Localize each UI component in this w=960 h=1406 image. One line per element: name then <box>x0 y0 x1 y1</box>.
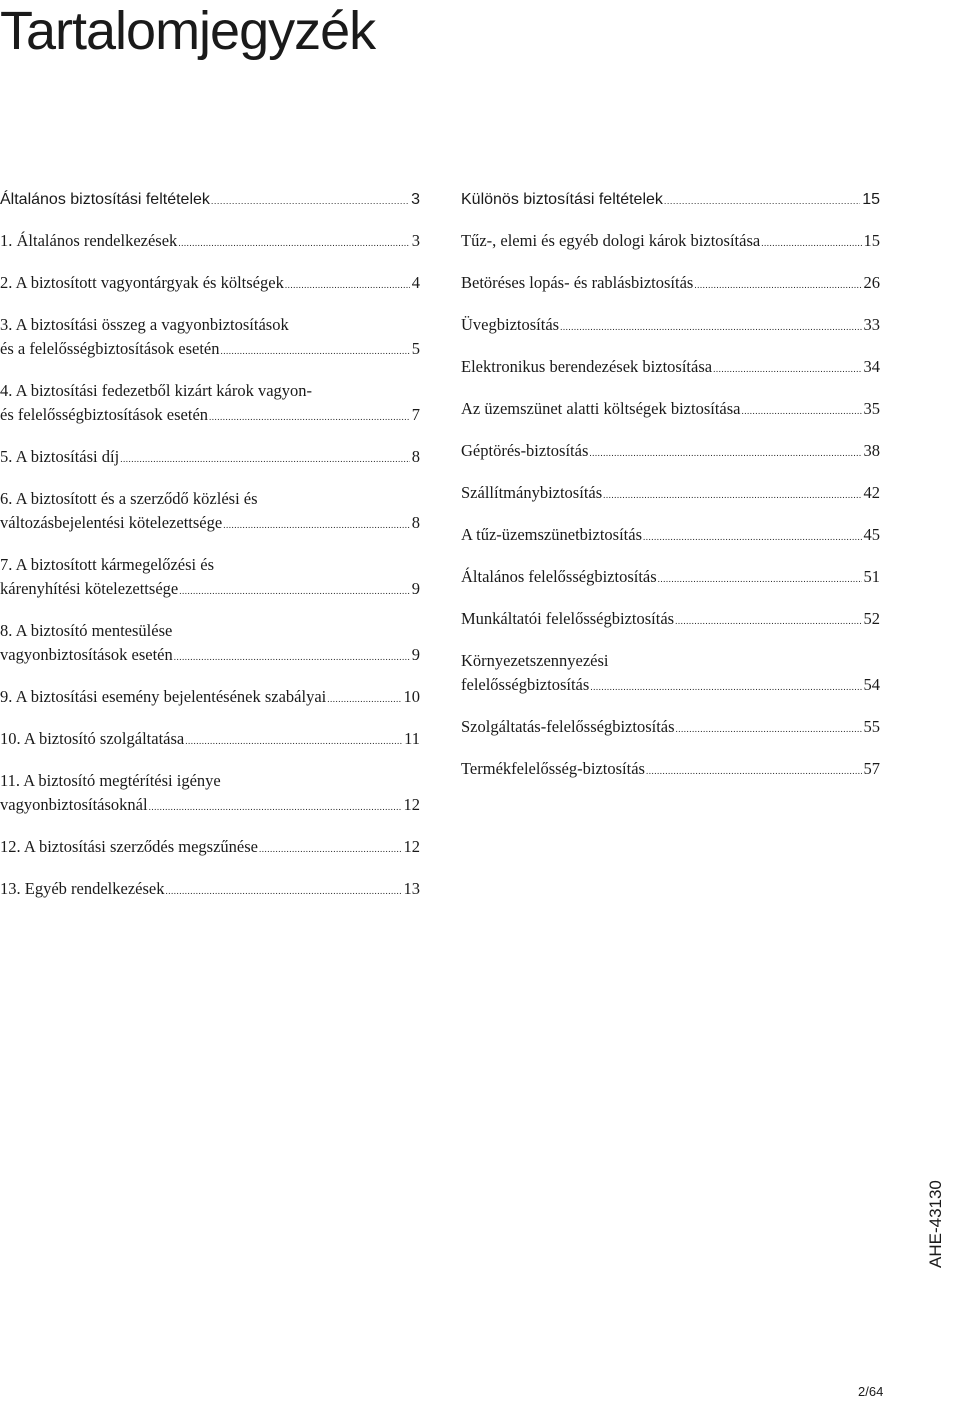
toc-entry-line <box>461 715 880 741</box>
toc-entry-line <box>461 271 880 297</box>
toc-entry-line <box>0 877 420 903</box>
toc-entry[interactable] <box>461 229 880 255</box>
dot-leader <box>589 441 861 465</box>
toc-right-column <box>461 188 880 799</box>
dot-leader <box>713 357 861 381</box>
toc-entry[interactable] <box>461 649 880 699</box>
toc-page-number: 35 <box>863 399 880 418</box>
toc-entry-text: 4. A biztosítási fedezetből kizárt károk vagyon- <box>0 381 313 400</box>
toc-page-number: 33 <box>863 315 880 334</box>
toc-entry-text: kárenyhítési kötelezettsége <box>0 579 179 598</box>
page-title: Tartalomjegyzék <box>0 1 376 61</box>
toc-page-number: 9 <box>411 645 420 664</box>
toc-page-number: 55 <box>863 717 880 736</box>
toc-entry[interactable] <box>461 481 880 507</box>
toc-entry-line <box>0 229 420 255</box>
toc-entry-line <box>461 188 880 213</box>
toc-entry-line <box>0 511 420 537</box>
toc-entry-line <box>0 727 420 753</box>
toc-entry-text: 6. A biztosított és a szerződő közlési és <box>0 489 258 508</box>
page-number: 2/64 <box>858 1384 884 1399</box>
toc-entry-text: 11. A biztosító megtérítési igénye <box>0 771 221 790</box>
toc-page-number: 15 <box>863 231 880 250</box>
toc-entry[interactable] <box>0 877 420 903</box>
dot-leader <box>179 579 410 603</box>
toc-entry-text: 5. A biztosítási díj <box>0 447 120 466</box>
toc-entry-text: és a felelősségbiztosítások esetén <box>0 339 220 358</box>
toc-section-heading[interactable] <box>461 188 880 213</box>
toc-entry-text: Szolgáltatás-felelősségbiztosítás <box>461 717 675 736</box>
toc-entry[interactable] <box>0 835 420 861</box>
dot-leader <box>149 795 402 819</box>
dot-leader <box>590 675 861 699</box>
toc-entry-line <box>0 685 420 711</box>
toc-entry-line <box>0 835 420 861</box>
toc-page-number: 38 <box>863 441 880 460</box>
toc-page-number: 54 <box>863 675 880 694</box>
toc-entry[interactable] <box>461 439 880 465</box>
toc-entry-line <box>0 271 420 297</box>
toc-entry-line <box>0 337 420 363</box>
dot-leader <box>327 687 401 711</box>
dot-leader <box>676 717 862 741</box>
toc-entry-line <box>461 607 880 633</box>
toc-entry-text: Munkáltatói felelősségbiztosítás <box>461 609 675 628</box>
toc-entry-text: 12. A biztosítási szerződés megszűnése <box>0 837 258 856</box>
toc-entry-text: Betöréses lopás- és rablásbiztosítás <box>461 273 694 292</box>
dot-leader <box>761 231 861 255</box>
toc-entry-line <box>461 673 880 699</box>
toc-entry-line <box>461 355 880 381</box>
dot-leader <box>220 339 409 363</box>
toc-entry[interactable] <box>0 487 420 537</box>
toc-entry-text: vagyonbiztosítások esetén <box>0 645 173 664</box>
dot-leader <box>185 729 402 753</box>
toc-page-number: 15 <box>862 191 880 208</box>
dot-leader <box>178 231 409 255</box>
toc-entry-text: 2. A biztosított vagyontárgyak és költségek <box>0 273 284 292</box>
toc-entry-line <box>0 577 420 603</box>
toc-entry-line <box>461 565 880 591</box>
toc-page-number: 26 <box>863 273 880 292</box>
toc-entry-text: felelősségbiztosítás <box>461 675 590 694</box>
toc-page-number: 5 <box>411 339 420 358</box>
toc-page-number: 10 <box>403 687 420 706</box>
dot-leader <box>223 513 410 537</box>
toc-entry[interactable] <box>461 355 880 381</box>
toc-entry[interactable] <box>0 727 420 753</box>
toc-entry-line <box>461 757 880 783</box>
toc-entry-text: 3. A biztosítási összeg a vagyonbiztosítások <box>0 315 289 334</box>
dot-leader <box>675 609 861 633</box>
toc-entry-text: Géptörés-biztosítás <box>461 441 589 460</box>
toc-page-number: 13 <box>403 879 420 898</box>
toc-page-number: 51 <box>863 567 880 586</box>
toc-entry-line <box>461 313 880 339</box>
toc-entry[interactable] <box>461 271 880 297</box>
toc-entry-line <box>461 229 880 255</box>
toc-entry-text: Szállítmánybiztosítás <box>461 483 603 502</box>
dot-leader <box>259 837 402 861</box>
toc-entry-text: 7. A biztosított kármegelőzési és <box>0 555 215 574</box>
toc-entry-text: vagyonbiztosításoknál <box>0 795 148 814</box>
dot-leader <box>646 759 862 783</box>
toc-entry-text: Általános biztosítási feltételek <box>0 191 210 208</box>
dot-leader <box>285 273 410 297</box>
document-code: AHE-43130 <box>926 1180 945 1268</box>
toc-entry-text: A tűz-üzemszünetbiztosítás <box>461 525 642 544</box>
toc-entry-line <box>0 403 420 429</box>
dot-leader <box>742 399 862 423</box>
toc-page-number: 57 <box>863 759 880 778</box>
toc-page-number: 3 <box>411 231 420 250</box>
toc-entry-text: 8. A biztosító mentesülése <box>0 621 173 640</box>
toc-entry-text: változásbejelentési kötelezettsége <box>0 513 223 532</box>
toc-entry-text: Üvegbiztosítás <box>461 315 560 334</box>
toc-entry-line <box>0 188 420 213</box>
toc-entry[interactable] <box>461 565 880 591</box>
toc-entry[interactable] <box>0 271 420 297</box>
dot-leader <box>664 189 860 213</box>
dot-leader <box>658 567 862 591</box>
toc-entry-line <box>0 793 420 819</box>
dot-leader <box>211 189 409 213</box>
toc-entry[interactable] <box>461 757 880 783</box>
dot-leader <box>120 447 410 471</box>
toc-entry-text: Az üzemszünet alatti költségek biztosítása <box>461 399 741 418</box>
toc-page-number: 4 <box>411 273 420 292</box>
toc-entry[interactable] <box>461 523 880 549</box>
toc-entry-line <box>461 481 880 507</box>
dot-leader <box>560 315 861 339</box>
toc-entry[interactable] <box>461 397 880 423</box>
toc-entry-text: 9. A biztosítási esemény bejelentésének szabályai <box>0 687 327 706</box>
toc-entry[interactable] <box>0 619 420 669</box>
toc-left-column <box>0 188 420 919</box>
toc-entry-line <box>0 445 420 471</box>
toc-entry[interactable] <box>0 313 420 363</box>
toc-entry[interactable] <box>0 685 420 711</box>
toc-entry-text: Tűz-, elemi és egyéb dologi károk biztosítása <box>461 231 761 250</box>
toc-section-heading[interactable] <box>0 188 420 213</box>
toc-page-number: 3 <box>411 191 420 208</box>
toc-page-number: 45 <box>863 525 880 544</box>
toc-page-number: 11 <box>404 729 420 748</box>
toc-page-number: 8 <box>411 513 420 532</box>
toc-entry[interactable] <box>0 229 420 255</box>
toc-entry[interactable] <box>461 607 880 633</box>
toc-entry-text: 1. Általános rendelkezések <box>0 231 178 250</box>
toc-entry-text: Különös biztosítási feltételek <box>461 191 663 208</box>
toc-entry-line <box>461 523 880 549</box>
toc-entry-text: 10. A biztosító szolgáltatása <box>0 729 185 748</box>
toc-page-number: 12 <box>403 837 420 856</box>
dot-leader <box>165 879 401 903</box>
toc-page-number: 34 <box>863 357 880 376</box>
toc-entry[interactable] <box>0 553 420 603</box>
toc-entry-line <box>461 439 880 465</box>
toc-entry-text: Termékfelelősség-biztosítás <box>461 759 645 778</box>
dot-leader <box>209 405 410 429</box>
toc-entry[interactable] <box>0 379 420 429</box>
dot-leader <box>174 645 410 669</box>
toc-page-number: 7 <box>411 405 420 424</box>
toc-entry-line <box>0 643 420 669</box>
toc-page-number: 42 <box>863 483 880 502</box>
toc-entry[interactable] <box>461 313 880 339</box>
toc-entry[interactable] <box>0 769 420 819</box>
toc-page-number: 8 <box>411 447 420 466</box>
toc-entry-text: Általános felelősségbiztosítás <box>461 567 657 586</box>
toc-entry[interactable] <box>461 715 880 741</box>
toc-page-number: 12 <box>403 795 420 814</box>
toc-entry-line <box>461 397 880 423</box>
toc-entry-text: Környezetszennyezési <box>461 651 609 670</box>
dot-leader <box>694 273 861 297</box>
toc-entry-text: és felelősségbiztosítások esetén <box>0 405 209 424</box>
dot-leader <box>603 483 861 507</box>
dot-leader <box>643 525 862 549</box>
toc-entry-text: 13. Egyéb rendelkezések <box>0 879 165 898</box>
toc-page-number: 52 <box>863 609 880 628</box>
toc-page-number: 9 <box>411 579 420 598</box>
toc-entry[interactable] <box>0 445 420 471</box>
toc-entry-text: Elektronikus berendezések biztosítása <box>461 357 713 376</box>
